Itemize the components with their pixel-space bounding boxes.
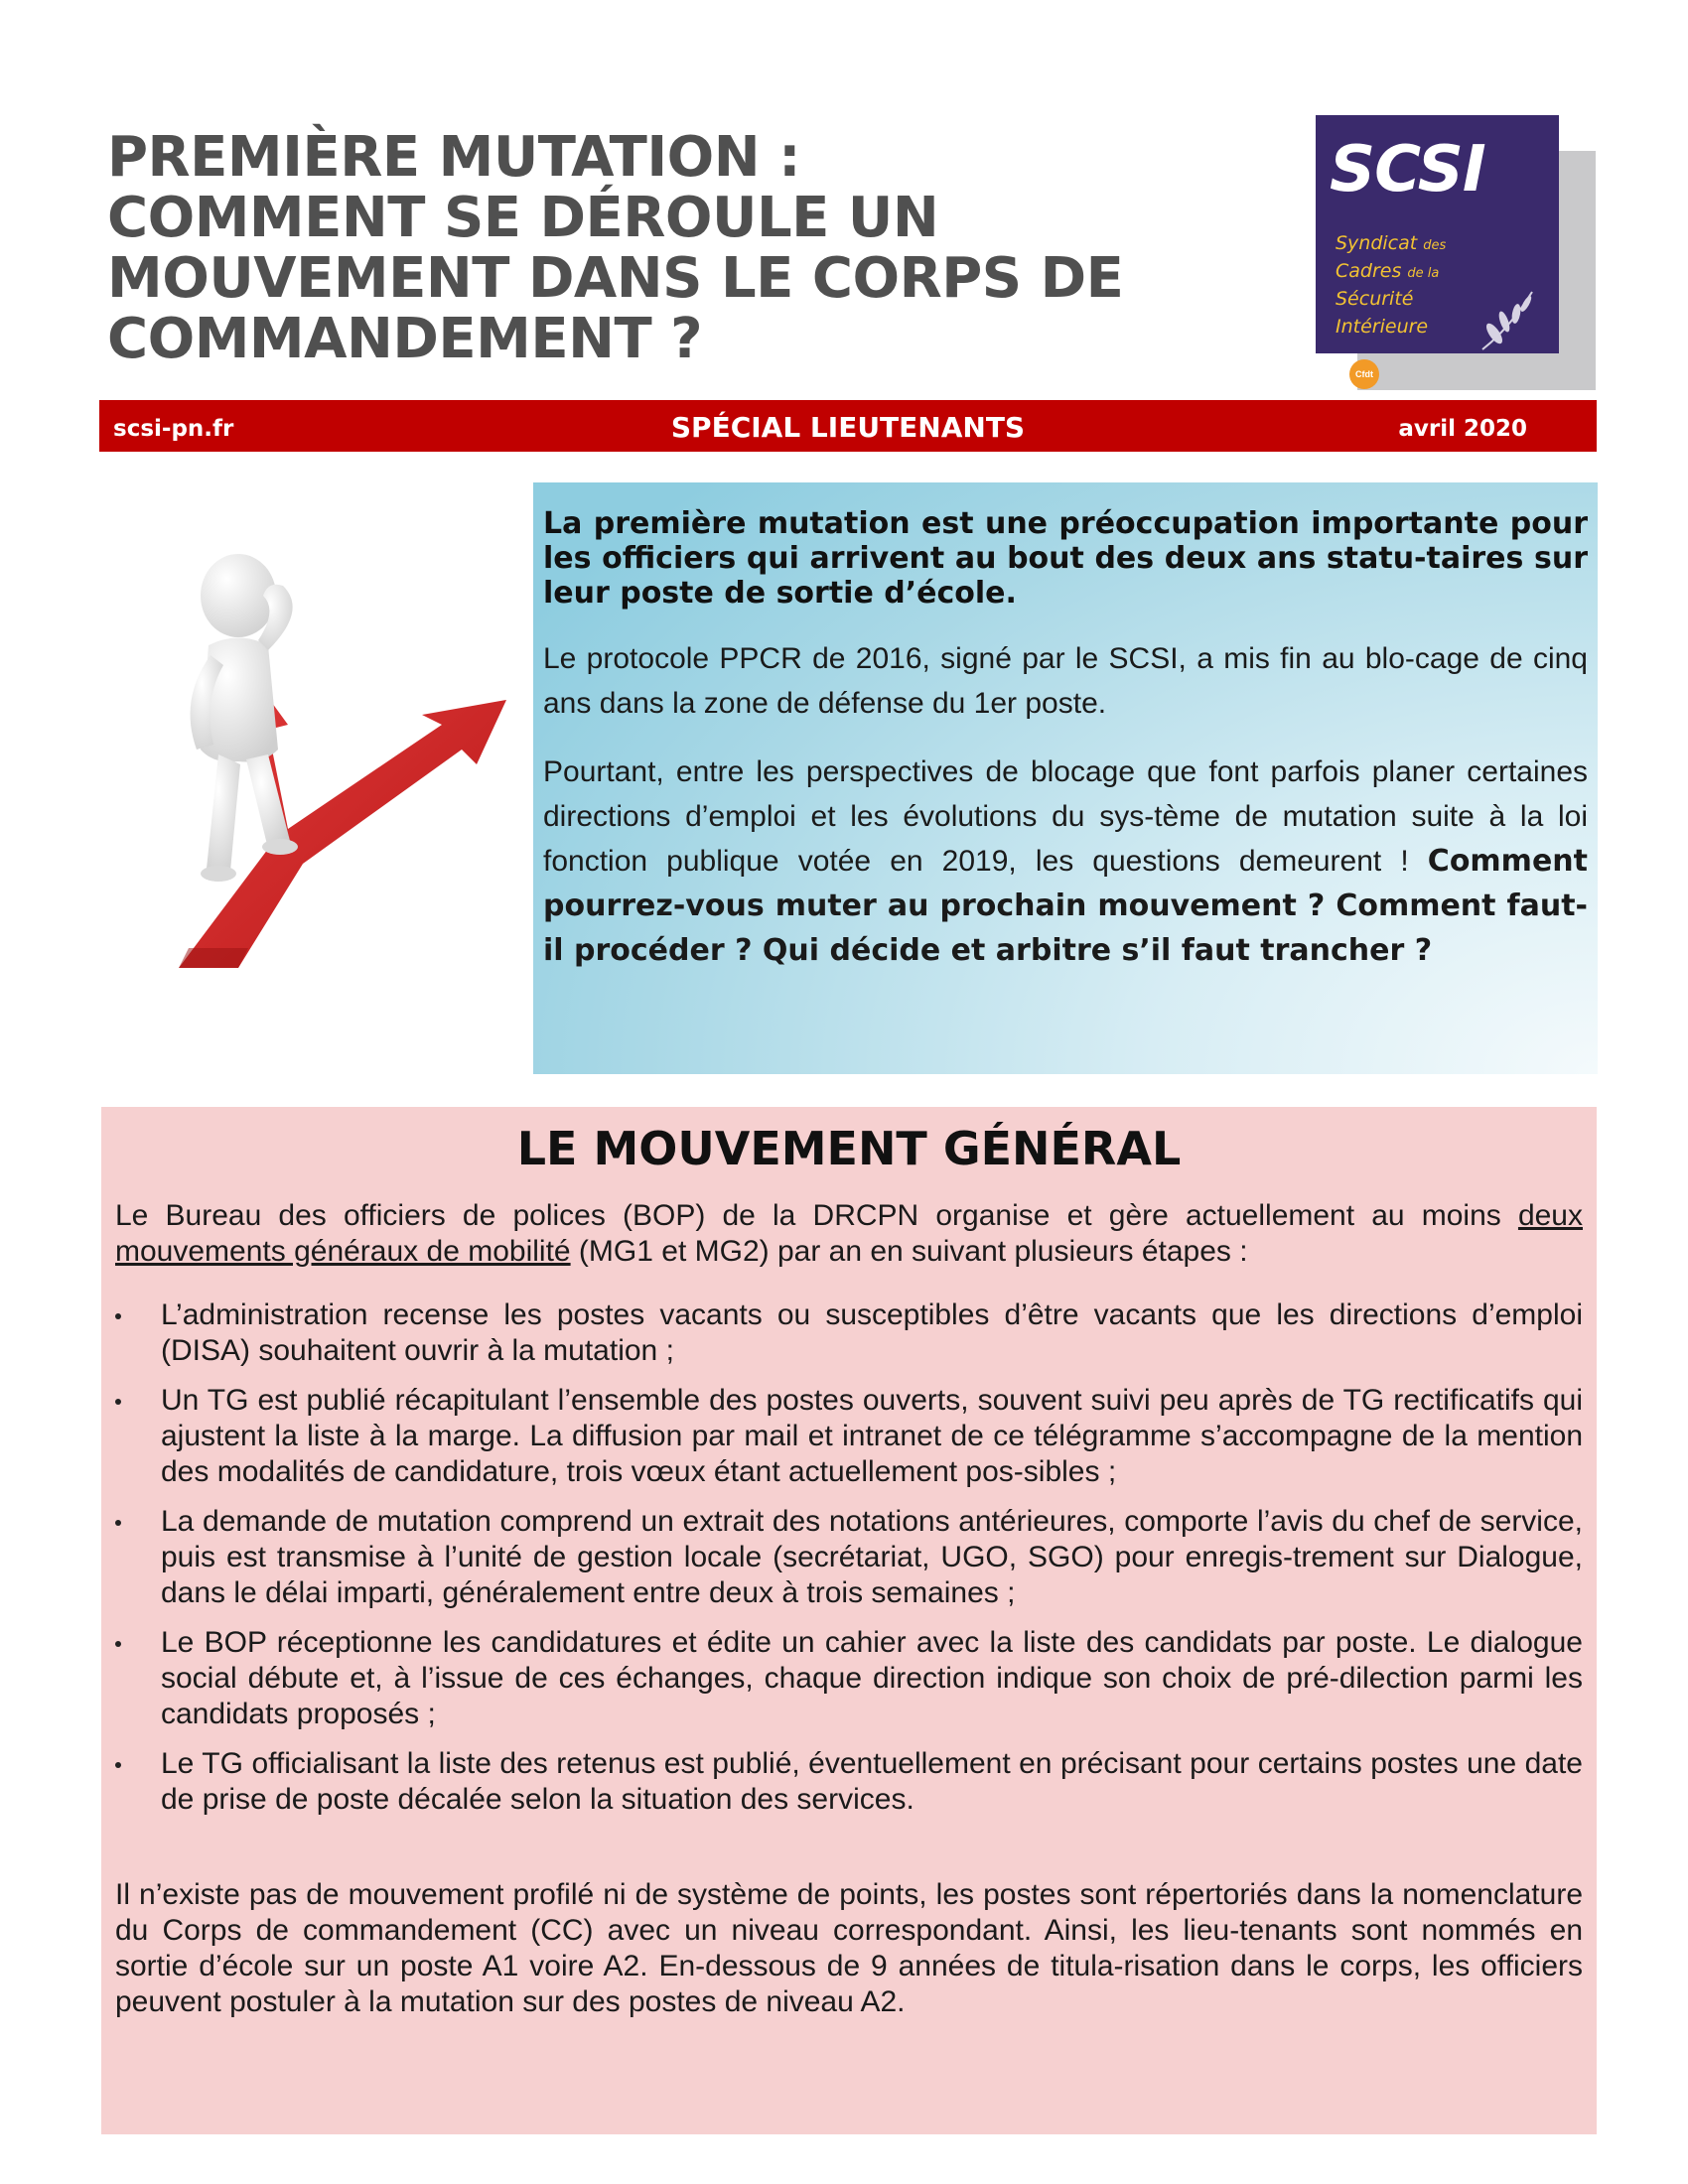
list-item: Le TG officialisant la liste des retenus est publié, éventuellement en précisant pour certains postes une date de prise de poste décalée selon la situation des services. bbox=[115, 1746, 1583, 1818]
section-title: LE MOUVEMENT GÉNÉRAL bbox=[516, 1122, 1182, 1175]
underlined-text: deux mouvements généraux de mobilité bbox=[115, 1199, 1583, 1268]
logo-line-1: Syndicat des bbox=[1336, 232, 1447, 254]
intro-paragraph-1: Le protocole PPCR de 2016, signé par le SCSI, a mis fin au blo-cage de cinq ans dans la zone de défense du 1er poste. bbox=[543, 642, 1588, 720]
section-closing: Il n’existe pas de mouvement profilé ni de système de points, les postes sont répertoriés dans la nomenclature du Corps de commandement (CC) avec un niveau correspondant. Ainsi, les lieu-tenants sont nommés en sortie d’école sur un poste A1 voire A2. En-dessous de 9 années de titula-risation dans le corps, les officiers peuvent postuler à la mutation sur des postes de niveau A2. bbox=[115, 1878, 1583, 2018]
logo-brand: SCSI bbox=[1330, 133, 1485, 206]
intro-box bbox=[533, 482, 1598, 1074]
section-intro: Le Bureau des officiers de polices (BOP) de la DRCPN organise et gère actuellement au moins deux mouvements généraux de mobilité (MG1 et MG2) par an en suivant plusieurs étapes : bbox=[115, 1199, 1583, 1268]
logo-line-4: Intérieure bbox=[1336, 316, 1429, 338]
logo-line-3: Sécurité bbox=[1336, 288, 1414, 310]
intro-paragraph-2: Pourtant, entre les perspectives de blocage que font parfois planer certaines directions d’emploi et les évolutions du sys-tème de mutation suite à la loi fonction publique votée en 2019, les questions demeurent ! Comment pourrez-vous muter au prochain mouvement ? Comment faut-il procéder ? Qui décide et arbitre s’il faut trancher ? bbox=[543, 755, 1588, 968]
list-item: L’administration recense les postes vacants ou susceptibles d’être vacants que les directions d’emploi (DISA) souhaitent ouvrir à la mutation ; bbox=[115, 1297, 1583, 1369]
list-item: La demande de mutation comprend un extrait des notations antérieures, comporte l’avis du chef de service, puis est transmise à l’unité de gestion locale (secrétariat, UGO, SGO) pour enregis-trement sur Dialogue, dans le délai imparti, généralement entre deux à trois semaines ; bbox=[115, 1504, 1583, 1611]
general-movement-section bbox=[101, 1107, 1597, 2134]
crossroads-figure-icon bbox=[119, 551, 516, 968]
cfdt-badge: Cfdt bbox=[1349, 359, 1379, 389]
intro-questions: Comment pourrez-vous muter au prochain mouvement ? Comment faut-il procéder ? Qui décide et arbitre s’il faut trancher ? bbox=[543, 844, 1588, 968]
laurel-icon bbox=[1475, 284, 1544, 353]
bullet-icon bbox=[115, 1520, 121, 1526]
banner-date: avril 2020 bbox=[1398, 416, 1527, 442]
banner bbox=[99, 400, 1597, 452]
logo-box bbox=[1316, 115, 1559, 353]
title-line: PREMIÈRE MUTATION : bbox=[107, 125, 801, 190]
bullet-icon bbox=[115, 1762, 121, 1768]
logo-line-2: Cadres de la bbox=[1336, 260, 1440, 282]
intro-lead: La première mutation est une préoccupation importante pour les officiers qui arrivent au bout des deux ans statu-taires sur leur poste de sortie d’école. bbox=[543, 506, 1588, 611]
bullet-icon bbox=[115, 1641, 121, 1647]
bullet-icon bbox=[115, 1399, 121, 1405]
list-item: Un TG est publié récapitulant l’ensemble des postes ouverts, souvent suivi peu après de TG rectificatifs qui ajustent la liste à la marge. La diffusion par mail et intranet de ce télégramme s’accompagne de la mention des modalités de candidature, trois vœux étant actuellement pos-sibles ; bbox=[115, 1383, 1583, 1490]
banner-website: scsi-pn.fr bbox=[113, 416, 234, 442]
scsi-logo bbox=[1316, 115, 1596, 390]
title-line: COMMENT SE DÉROULE UN bbox=[107, 186, 939, 250]
title-line: COMMANDEMENT ? bbox=[107, 307, 703, 371]
title-line: MOUVEMENT DANS LE CORPS DE bbox=[107, 246, 1124, 311]
list-item: Le BOP réceptionne les candidatures et édite un cahier avec la liste des candidats par poste. Le dialogue social débute et, à l’issue de ces échanges, chaque direction indique son choix de pré-dilection parmi les candidats proposés ; bbox=[115, 1625, 1583, 1732]
bullet-icon bbox=[115, 1313, 121, 1319]
steps-list bbox=[115, 1297, 1583, 1818]
page-title bbox=[107, 127, 1239, 369]
banner-title: SPÉCIAL LIEUTENANTS bbox=[670, 411, 1026, 444]
